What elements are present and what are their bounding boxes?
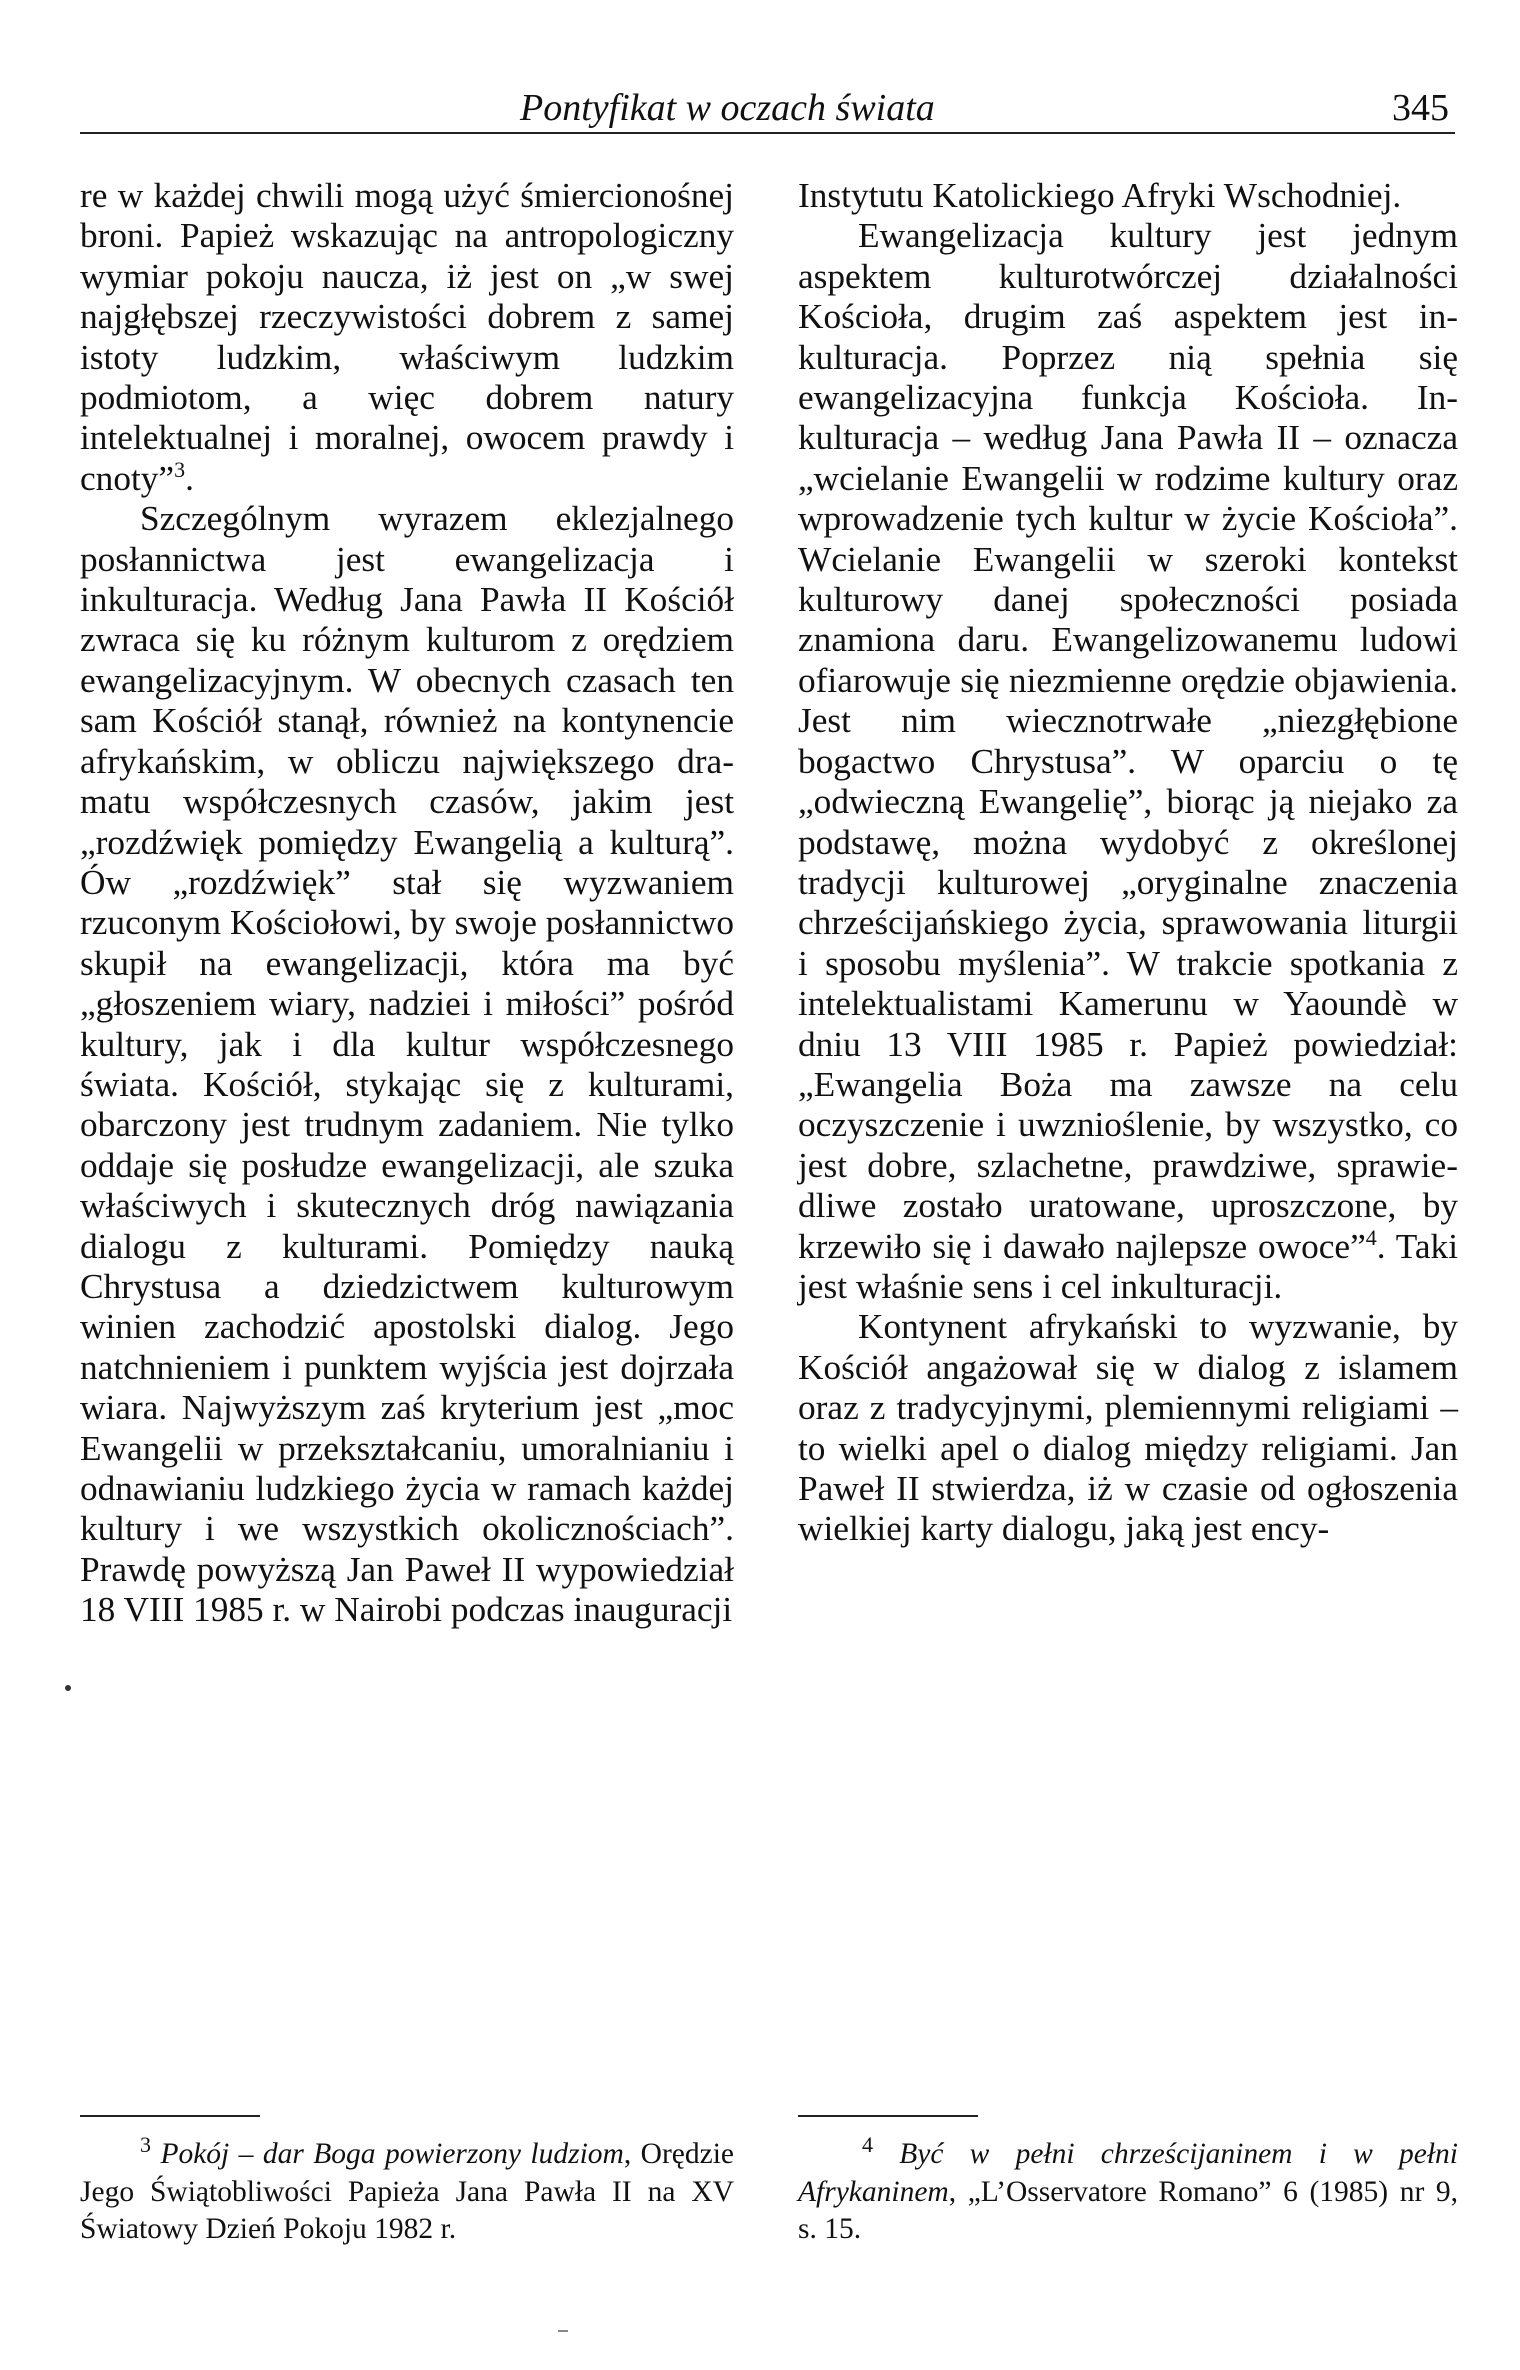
footnote-separator (798, 2115, 978, 2117)
footnote-title: Być w pełni chrześcijaninem i w pełni Afrykaninem (798, 2138, 1459, 2208)
paragraph: Kontynent afrykański to wyzwanie, by Kościół angażował się w dialog z islamem oraz z tradycyjnymi, plemiennymi religiami – to wielki apel o dialog między religiami. Jan Paweł II stwierdza, iż w czasie od ogłoszenia wielkiej karty dialogu, jaką jest ency- (798, 1307, 1458, 1549)
footnote-number: 4 (862, 2132, 873, 2158)
footnote-ref[interactable]: 4 (1365, 1224, 1377, 1250)
running-title: Pontyfikat w oczach świata (520, 87, 935, 129)
paragraph: re w każdej chwili mogą użyć śmiercionośnej broni. Papież wskazując na antropologiczny wymiar pokoju naucza, iż jest on „w swej najgłębszej rzeczywistości dobrem z samej istoty ludzkim, właściwym ludzkim podmiotom, a więc dobrem natury intelektualnej i moralnej, owocem prawdy i cnoty”$^3$. (80, 176, 734, 498)
paragraph: Ewangelizacja kultury jest jednym aspektem kulturotwórczej działalności Kościoła, drugim zaś aspektem jest inkulturacja. Poprzez nią spełnia się ewangelizacyjna funkcja Kościoła. Inkulturacja – według Jana Pawła II – oznacza „wcielanie Ewangelii w rodzime kultury oraz wprowadzenie tych kultur w życie Kościoła”. Wcielanie Ewangelii w szeroki kontekst kulturowy danej społeczności posiada znamiona daru. Ewangelizowanemu ludowi ofiarowuje się niezmienne orędzie objawienia. Jest nim wiecznotrwałe „niezgłębione bogactwo Chrystusa”. W oparciu o tę „odwieczną Ewangelię”, biorąc ją niejako za podstawę, można wydobyć z określonej tradycji kulturowej „oryginalne znaczenia chrześcijańskiego życia, sprawowania liturgii i sposobu myślenia”. W trakcie spotkania z intelektualistami Kamerunu w Yaoundè w dniu 13 VIII 1985 r. Papież powiedział: „Ewangelia Boża ma zawsze na celu oczyszczenie i uwznioślenie, by wszystko, co jest dobre, szlachetne, prawdziwe, sprawiedliwe zostało uratowane, uproszczone, by krzewiło się i dawało najlepsze owoce”$^4$. Taki jest właśnie sens i cel inkulturacji. (798, 216, 1458, 1306)
footnote-title: Pokój – dar Boga powierzony ludziom (160, 2138, 624, 2170)
scan-mark (558, 2330, 568, 2332)
footnote-3 (80, 2132, 735, 2249)
footnote-4 (798, 2132, 1459, 2249)
footnote-number: 3 (140, 2132, 151, 2158)
footnote-text: , „L’Osservatore Romano” 6 (1985) nr 9, s. 15. (798, 2175, 1458, 2245)
left-column (80, 176, 734, 1631)
paragraph: Szczególnym wyrazem eklezjalnego posłannictwa jest ewangelizacja i inkulturacja. Według Jana Pawła II Kościół zwraca się ku różnym kulturom z orędziem ewangelizacyjnym. W obecnych czasach ten sam Kościół stanął, również na kontynencie afrykańskim, w obliczu największego dramatu współczesnych czasów, jakim jest „rozdźwięk pomiędzy Ewangelią a kulturą”. Ów „rozdźwięk” stał się wyzwaniem rzuconym Kościołowi, by swoje posłannictwo skupił na ewangelizacji, która ma być „głoszeniem wiary, nadziei i miłości” pośród kultury, jak i dla kultur współczesnego świata. Kościół, stykając się z kulturami, obarczony jest trudnym zadaniem. Nie tylko oddaje się posłudze ewangelizacji, ale szuka właściwych i skutecznych dróg nawiązania dialogu z kulturami. Pomiędzy nauką Chrystusa a dziedzictwem kulturowym winien zachodzić apostolski dialog. Jego natchnieniem i punktem wyjścia jest dojrzała wiara. Najwyższym zaś kryterium jest „moc Ewangelii w przekształcaniu, umoralnianiu i odnawianiu ludzkiego życia w ramach każdej kultury i we wszystkich okolicznościach”. Prawdę powyższą Jan Paweł II wypowiedział 18 VIII 1985 r. w Nairobi podczas inauguracji (80, 499, 734, 1630)
footnote-text: , Orędzie Jego Świątobliwości Papieża Jana Pawła II na XV Światowy Dzień Pokoju 1982 r. (80, 2138, 735, 2245)
right-column (798, 176, 1458, 1550)
footnote-ref[interactable]: 3 (174, 457, 186, 483)
margin-dot (65, 1685, 71, 1691)
paragraph: Instytutu Katolickiego Afryki Wschodniej. (798, 176, 1402, 215)
footnote-separator (80, 2115, 260, 2117)
running-header (80, 88, 1455, 134)
page-number: 345 (1392, 87, 1449, 129)
